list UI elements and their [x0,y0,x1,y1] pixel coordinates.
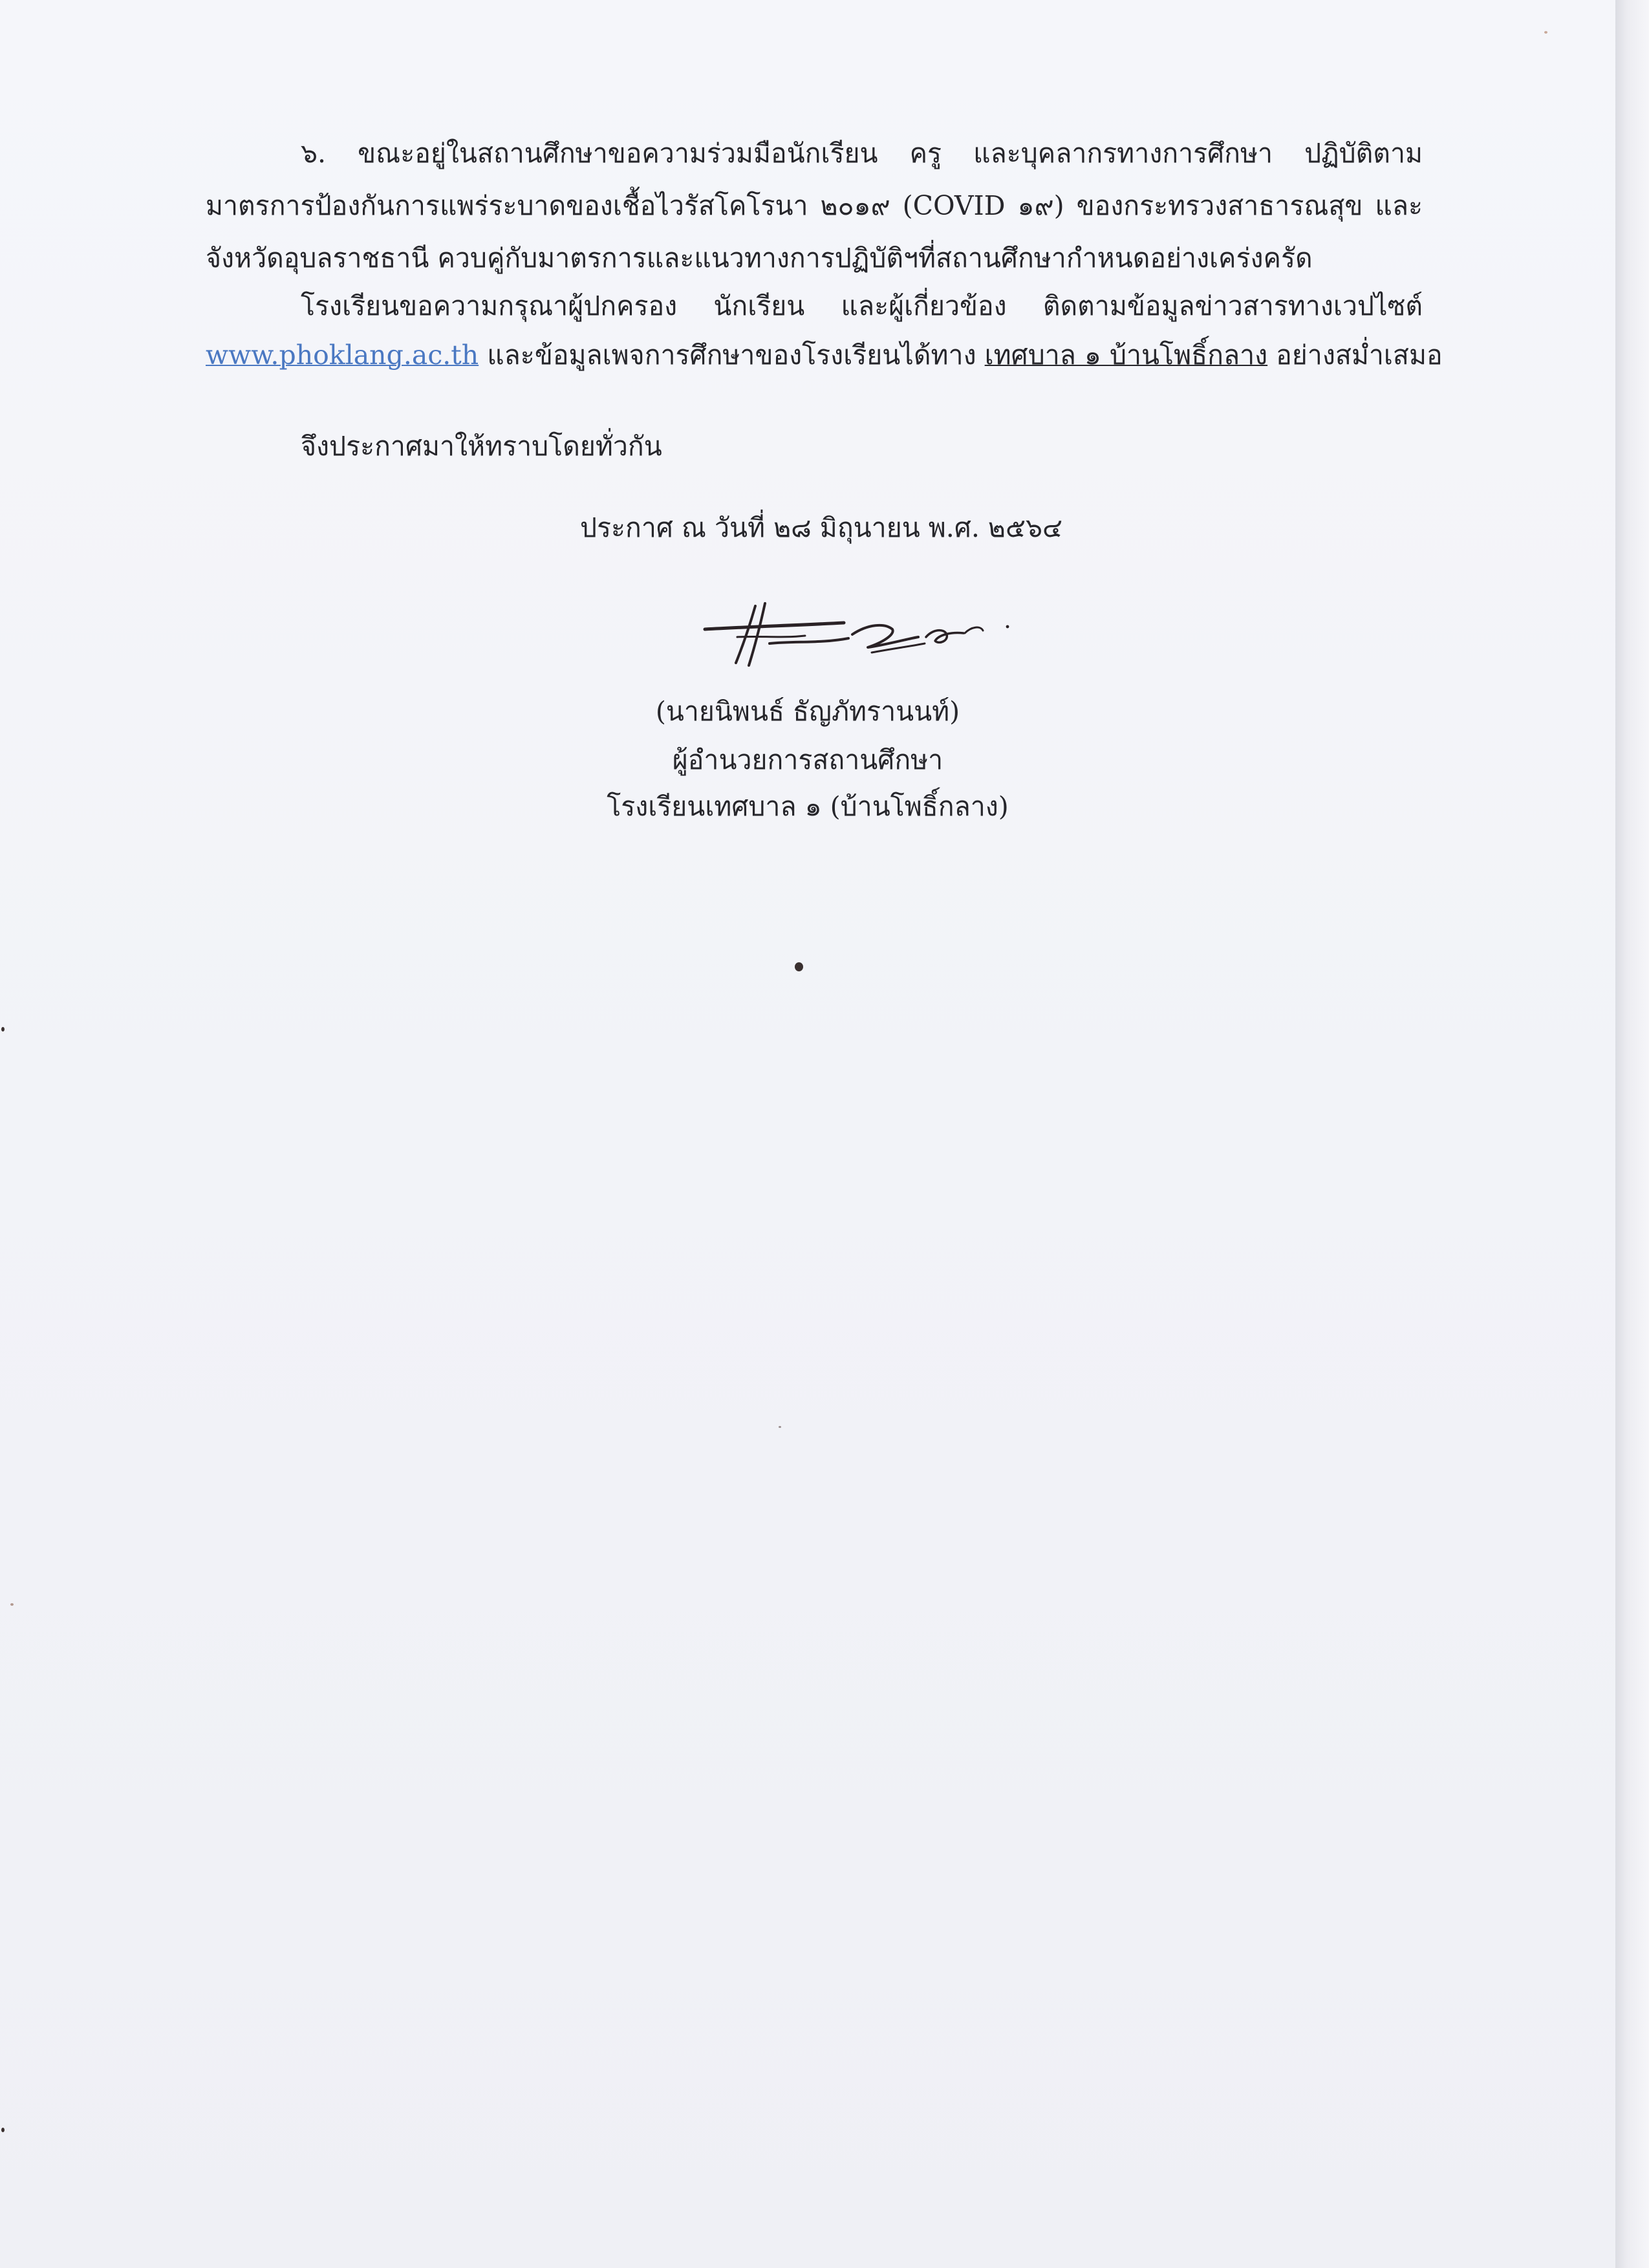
school-page-name: เทศบาล ๑ บ้านโพธิ์กลาง [984,340,1268,371]
paper-speck [795,962,803,971]
closing-statement: จึงประกาศมาให้ทราบโดยทั่วกัน [301,431,662,462]
item6-line-1: ๖. ขณะอยู่ในสถานศึกษาขอความร่วมมือนักเรียน ครู และบุคลากรทางการศึกษา ปฏิบัติตาม [301,138,1423,169]
school-website-link[interactable]: www.phoklang.ac.th [206,340,479,371]
scanner-edge [1615,0,1649,2268]
paper-speck [1,1027,5,1031]
signature-icon [698,598,1022,669]
item6-line-3: จังหวัดอุบลราชธานี ควบคู่กับมาตรการและแนวทางการปฏิบัติฯที่สถานศึกษากำหนดอย่างเคร่งครัด [206,243,1313,274]
signer-position: ผู้อำนวยการสถานศึกษา [672,744,943,775]
paper-speck [1,2128,5,2132]
request-line-2 [206,329,1443,381]
request-end-text: อย่างสม่ำเสมอ [1276,340,1443,371]
request-line-1: โรงเรียนขอความกรุณาผู้ปกครอง นักเรียน และผู้เกี่ยวข้อง ติดตามข้อมูลข่าวสารทางเวปไซต์ [301,290,1423,321]
announcement-date: ประกาศ ณ วันที่ ๒๘ มิถุนายน พ.ศ. ๒๕๖๔ [579,512,1063,543]
signer-school: โรงเรียนเทศบาล ๑ (บ้านโพธิ์กลาง) [607,791,1009,822]
request-middle-text: และข้อมูลเพจการศึกษาของโรงเรียนได้ทาง [487,340,976,371]
paper-speck [1544,31,1547,34]
paper-speck [779,1426,781,1428]
paper-speck [10,1603,14,1606]
item6-line-2: มาตรการป้องกันการแพร่ระบาดของเชื้อไวรัสโคโรนา ๒๐๑๙ (COVID ๑๙) ของกระทรวงสาธารณสุข และ [206,190,1423,221]
signer-name: (นายนิพนธ์ ธัญภัทรานนท์) [655,696,960,727]
